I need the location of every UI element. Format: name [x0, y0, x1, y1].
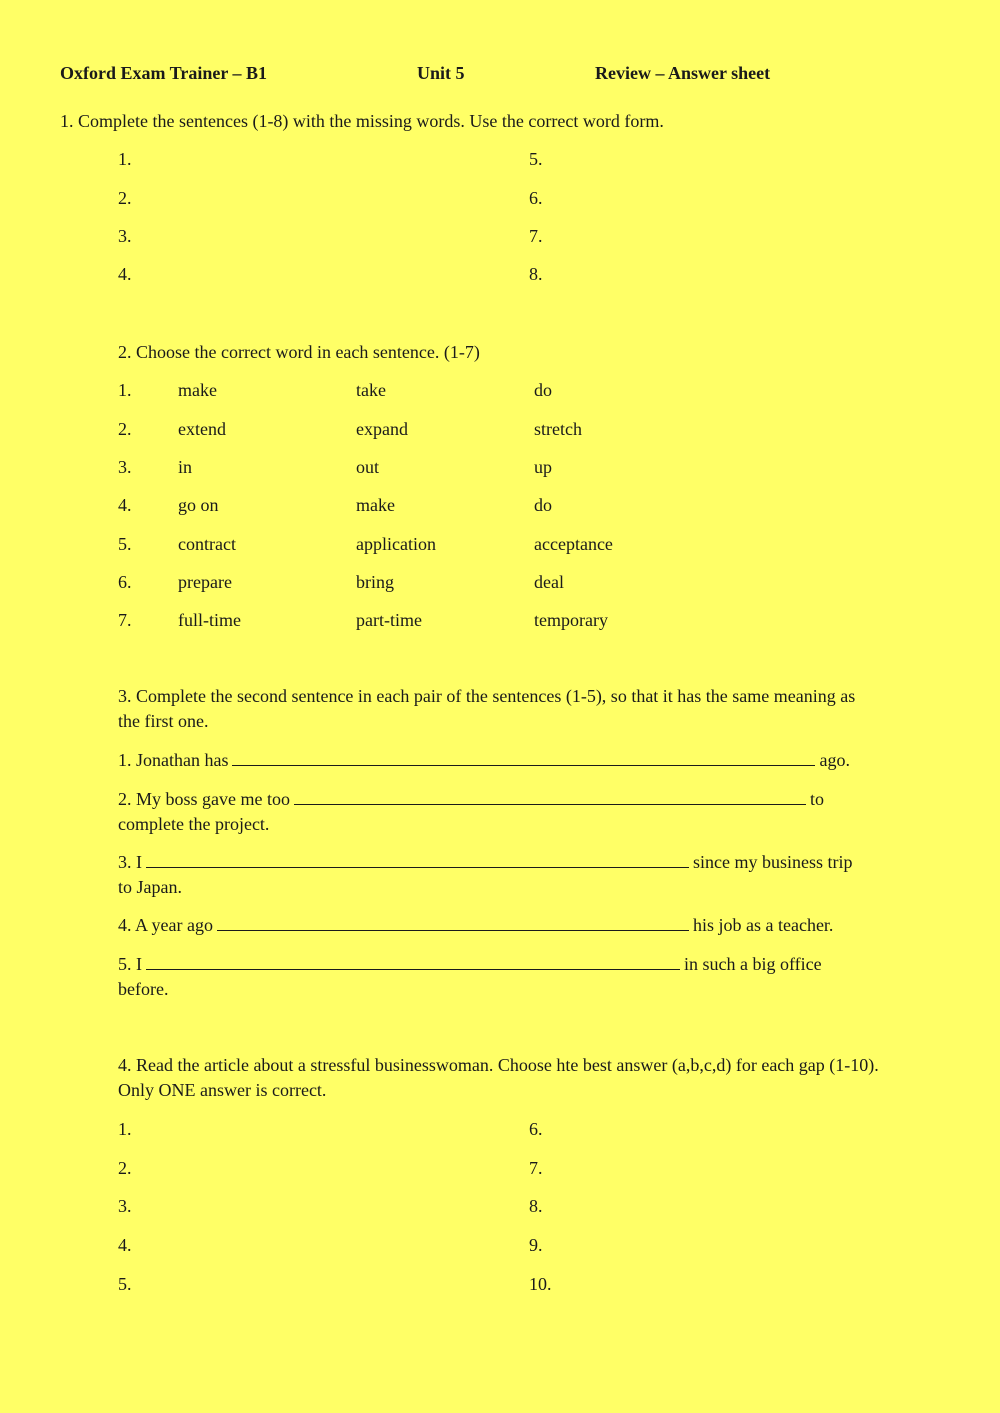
ex1-answer-line: 2.	[118, 188, 132, 208]
ex2-option-c: do	[534, 495, 552, 515]
ex2-option-b: out	[356, 457, 380, 477]
ex4-answer-line: 8.	[529, 1196, 543, 1216]
header-subtitle: Review – Answer sheet	[595, 63, 771, 83]
ex2-option-b: make	[356, 495, 395, 515]
ex3-item-continuation: complete the project.	[118, 814, 270, 834]
ex3-item-end: in such a big office	[684, 954, 822, 974]
ex2-option-a: in	[178, 457, 193, 477]
ex3-item	[118, 953, 822, 975]
ex3-instruction: 3. Complete the second sentence in each pair of the sentences (1-5), so that it has the same meaning as the first one.	[118, 686, 856, 731]
ex2-row-number: 6.	[118, 572, 132, 592]
ex2-option-b: take	[356, 380, 386, 400]
ex3-item-start: 5. I	[118, 954, 142, 974]
answer-blank[interactable]	[294, 788, 806, 805]
ex2-option-a: contract	[178, 534, 236, 554]
ex4-instruction: 4. Read the article about a stressful businesswoman. Choose hte best answer (a,b,c,d) for each gap (1-10). Only ONE answer is correct.	[118, 1055, 879, 1100]
ex2-option-a: full-time	[178, 610, 241, 630]
ex2-option-b: expand	[356, 419, 408, 439]
ex2-option-c: up	[534, 457, 552, 477]
answer-blank[interactable]	[217, 914, 689, 931]
ex1-answer-line: 3.	[118, 226, 132, 246]
ex2-row-number: 2.	[118, 419, 132, 439]
ex3-item	[118, 749, 850, 771]
ex4-answer-line: 1.	[118, 1119, 132, 1139]
ex1-answer-line: 5.	[529, 149, 543, 169]
header-unit: Unit 5	[417, 63, 465, 83]
ex4-answer-line: 2.	[118, 1158, 132, 1178]
ex2-option-c: do	[534, 380, 552, 400]
ex4-answer-line: 9.	[529, 1235, 543, 1255]
ex1-answer-line: 4.	[118, 264, 132, 284]
ex3-item-start: 3. I	[118, 852, 142, 872]
ex3-item-end: to	[809, 789, 824, 809]
ex1-answer-line: 7.	[529, 226, 543, 246]
ex4-answer-line: 4.	[118, 1235, 132, 1255]
ex3-item-continuation: before.	[118, 979, 169, 999]
ex4-answer-line: 10.	[529, 1274, 552, 1294]
ex4-answer-line: 3.	[118, 1196, 132, 1216]
ex1-answer-line: 1.	[118, 149, 132, 169]
ex2-option-c: acceptance	[534, 534, 613, 554]
ex1-answer-line: 8.	[529, 264, 543, 284]
ex3-item	[118, 788, 824, 810]
answer-blank[interactable]	[146, 953, 680, 970]
header-title: Oxford Exam Trainer – B1	[60, 63, 267, 83]
ex3-item-start: 4. A year ago	[118, 915, 213, 935]
ex2-row-number: 4.	[118, 495, 132, 515]
ex3-item-end: since my business trip	[693, 852, 853, 872]
ex4-answer-line: 7.	[529, 1158, 543, 1178]
ex3-item-start: 1. Jonathan has	[118, 750, 229, 770]
ex2-row-number: 5.	[118, 534, 132, 554]
ex3-item	[118, 851, 853, 873]
ex2-option-a: go on	[178, 495, 219, 515]
ex3-item-start: 2. My boss gave me too	[118, 789, 290, 809]
ex3-item	[118, 914, 833, 936]
ex2-option-b: bring	[356, 572, 394, 592]
ex2-option-c: stretch	[534, 419, 582, 439]
ex2-option-a: extend	[178, 419, 226, 439]
ex4-answer-line: 5.	[118, 1274, 132, 1294]
ex1-instruction: 1. Complete the sentences (1-8) with the missing words. Use the correct word form.	[60, 111, 664, 131]
ex2-option-a: prepare	[178, 572, 232, 592]
ex2-instruction: 2. Choose the correct word in each sentence. (1-7)	[118, 342, 480, 362]
ex2-option-a: make	[178, 380, 217, 400]
ex2-row-number: 7.	[118, 610, 132, 630]
ex2-option-b: application	[356, 534, 436, 554]
ex1-answer-line: 6.	[529, 188, 543, 208]
ex2-option-c: deal	[534, 572, 564, 592]
answer-blank[interactable]	[232, 749, 815, 766]
ex3-item-end: ago.	[819, 750, 850, 770]
answer-blank[interactable]	[146, 851, 689, 868]
ex3-item-continuation: to Japan.	[118, 877, 182, 897]
ex4-answer-line: 6.	[529, 1119, 543, 1139]
ex2-row-number: 3.	[118, 457, 132, 477]
ex2-option-c: temporary	[534, 610, 608, 630]
ex3-item-end: his job as a teacher.	[692, 915, 834, 935]
ex2-row-number: 1.	[118, 380, 132, 400]
ex2-option-b: part-time	[356, 610, 422, 630]
